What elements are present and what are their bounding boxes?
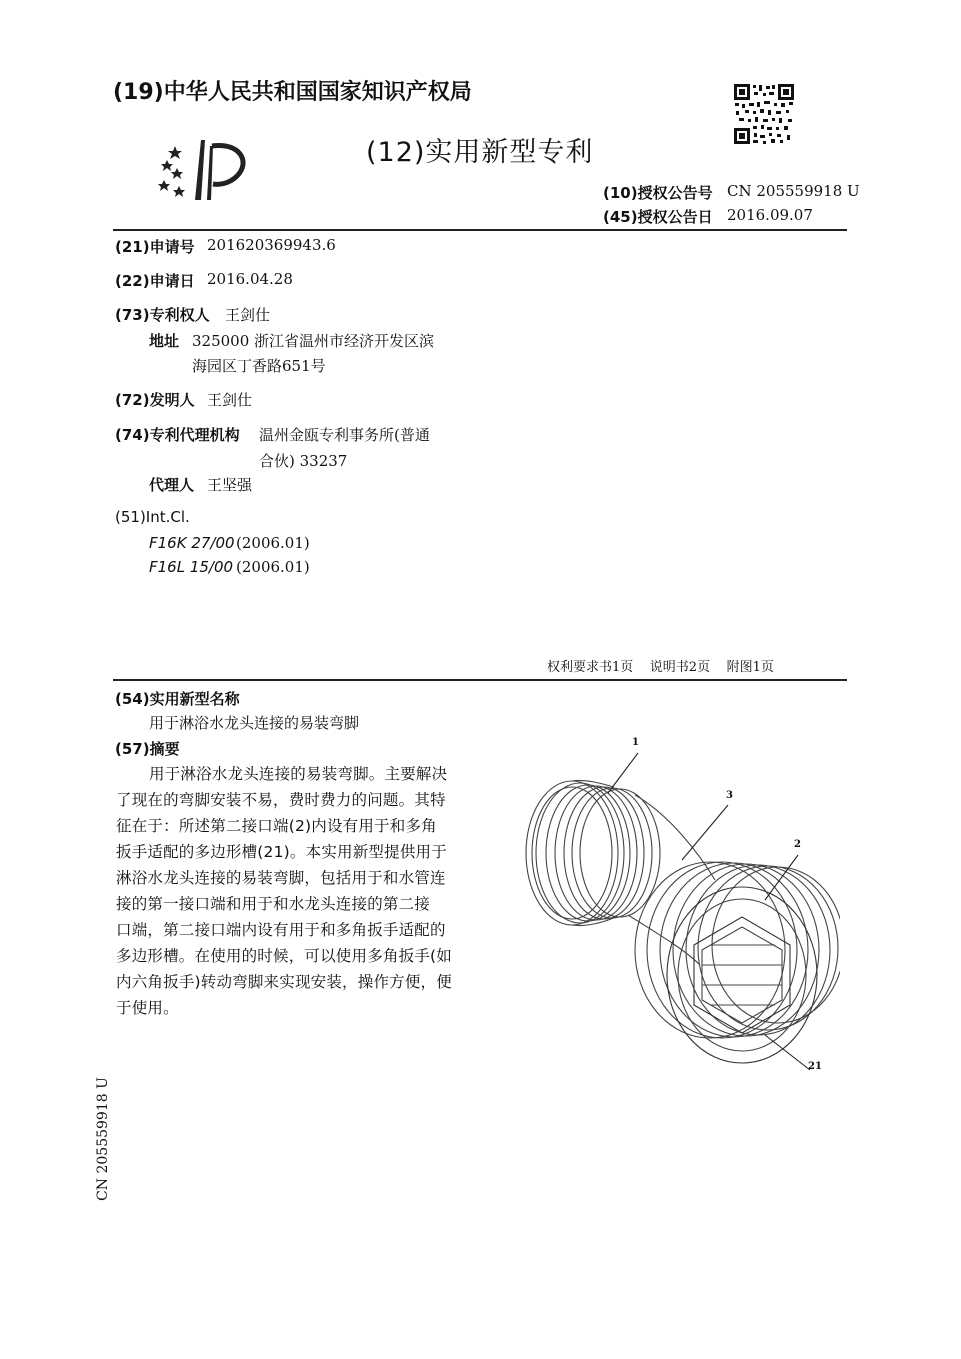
office-name: (19)中华人民共和国国家知识产权局	[113, 80, 472, 105]
agency-label: (74)专利代理机构	[115, 426, 240, 444]
app-number: 201620369943.6	[207, 236, 336, 254]
cnipa-logo	[155, 132, 250, 202]
ipc-code-2: F16L 15/00	[149, 558, 234, 576]
document-type: (12)实用新型专利	[366, 137, 594, 168]
title-label: (54)实用新型名称	[115, 690, 240, 708]
patentee: 王剑仕	[225, 306, 271, 324]
page-counts: 权利要求书1页 说明书2页 附图1页	[547, 660, 774, 675]
patentee-label: (73)专利权人	[115, 306, 210, 324]
agent-label: 代理人	[149, 476, 195, 494]
section-divider	[113, 679, 847, 681]
abstract-label: (57)摘要	[115, 740, 180, 758]
pub-date-label: (45)授权公告日	[603, 208, 713, 226]
ipc-version-1: (2006.01)	[236, 534, 310, 552]
label-21: 21	[808, 1061, 822, 1072]
abstract-line: 口端，第二接口端内设有用于和多角扳手适配的	[116, 921, 446, 939]
qr-code[interactable]	[733, 83, 795, 145]
abstract-line: 了现在的弯脚安装不易，费时费力的问题。其特	[116, 791, 446, 809]
abstract-line: 接的第一接口端和用于和水龙头连接的第二接	[116, 895, 431, 913]
label-3: 3	[726, 790, 733, 801]
abstract-line: 淋浴水龙头连接的易装弯脚，包括用于和水管连	[116, 869, 446, 887]
address-line-1: 325000 浙江省温州市经济开发区滨	[192, 332, 435, 350]
pub-number: CN 205559918 U	[727, 182, 860, 200]
abstract-line: 多边形槽。在使用的时候，可以使用多角扳手(如	[116, 947, 452, 965]
hex-socket	[694, 917, 790, 1033]
pub-date: 2016.09.07	[727, 206, 813, 224]
star-icon	[158, 146, 185, 197]
app-date-label: (22)申请日	[115, 272, 195, 290]
agency-line-2: 合伙) 33237	[259, 452, 348, 470]
abstract-line: 用于淋浴水龙头连接的易装弯脚。主要解决	[149, 765, 448, 783]
abstract-line: 扳手适配的多边形槽(21)。本实用新型提供用于	[116, 843, 447, 861]
abstract-line: 征在于：所述第二接口端(2)内设有用于和多角	[116, 817, 437, 835]
app-date: 2016.04.28	[207, 270, 293, 288]
side-pub-number: CN 205559918 U	[95, 1077, 111, 1201]
agency-line-1: 温州金瓯专利事务所(普通	[259, 426, 430, 444]
fitting-figure	[510, 735, 840, 1085]
address-line-2: 海园区丁香路651号	[192, 357, 326, 375]
int-cl-label: (51)Int.Cl.	[115, 508, 190, 526]
address-label: 地址	[149, 332, 180, 350]
abstract-line: 于使用。	[116, 999, 179, 1017]
inventor-label: (72)发明人	[115, 391, 195, 409]
ipc-version-2: (2006.01)	[236, 558, 310, 576]
header-divider	[113, 229, 847, 231]
label-2: 2	[794, 839, 801, 850]
label-1: 1	[632, 737, 639, 748]
inventor: 王剑仕	[207, 391, 253, 409]
utility-title: 用于淋浴水龙头连接的易装弯脚	[149, 714, 360, 732]
app-number-label: (21)申请号	[115, 238, 195, 256]
pub-number-label: (10)授权公告号	[603, 184, 713, 202]
agent: 王坚强	[207, 476, 253, 494]
ipc-code-1: F16K 27/00	[149, 534, 235, 552]
abstract-line: 内六角扳手)转动弯脚来实现安装，操作方便，便	[116, 973, 452, 991]
front-threads	[635, 862, 840, 1038]
